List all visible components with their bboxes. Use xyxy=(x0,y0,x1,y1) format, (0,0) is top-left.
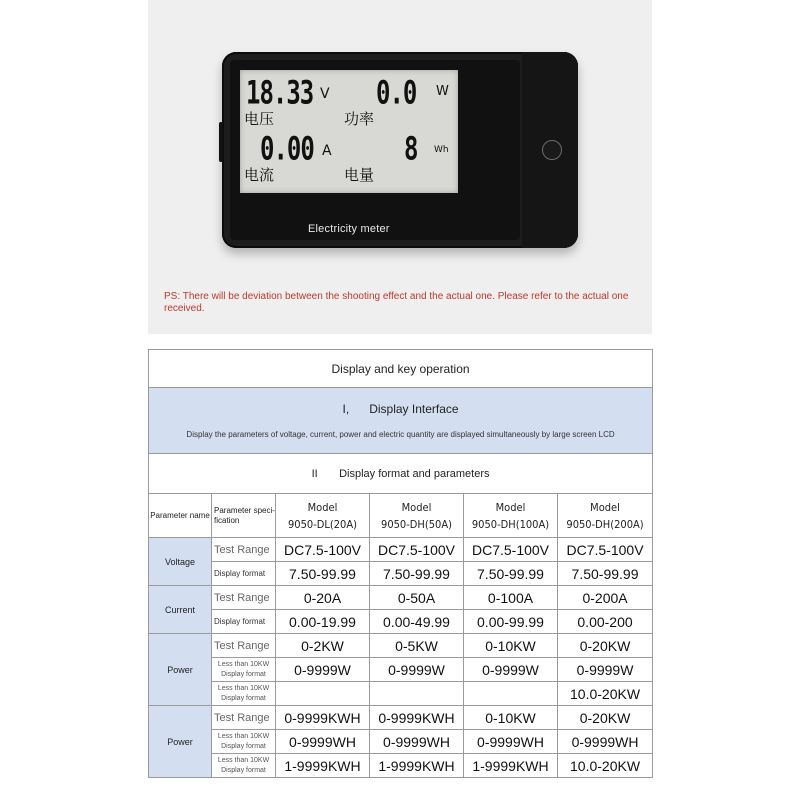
device-brand-label: Electricity meter xyxy=(308,223,390,235)
row-label: Test Range xyxy=(212,706,276,730)
current-value: 0.00 xyxy=(260,130,314,168)
table-cell: 0-9999WH xyxy=(370,730,464,754)
table-cell: 7.50-99.99 xyxy=(276,562,370,586)
table-cell: 0.00-99.99 xyxy=(464,610,558,634)
table-row xyxy=(149,634,653,658)
ps-note: PS: There will be deviation between the shooting effect and the actual one. Please refer to the actual one received. xyxy=(164,291,629,314)
electricity-meter-device xyxy=(222,52,578,248)
table-title: Display and key operation xyxy=(149,350,653,388)
current-unit: A xyxy=(322,143,332,159)
energy-label: 电量 xyxy=(344,166,375,184)
table-cell: 0-20KW xyxy=(558,706,653,730)
table-cell: 10.0-20KW xyxy=(558,682,653,706)
table-cell xyxy=(464,682,558,706)
header-model-1: Model 9050-DL(20A) xyxy=(276,494,370,538)
row-label: Display format xyxy=(212,562,276,586)
table-cell: 0-5KW xyxy=(370,634,464,658)
table-cell: 7.50-99.99 xyxy=(464,562,558,586)
lcd-screen xyxy=(240,70,458,193)
voltage-unit: V xyxy=(320,86,330,102)
header-parameter-name: Parameter name xyxy=(149,494,212,538)
table-cell: 1-9999KWH xyxy=(464,754,558,778)
table-cell: 0-100A xyxy=(464,586,558,610)
row-label: Less than 10KW Display format xyxy=(212,754,276,778)
table-row xyxy=(149,706,653,730)
row-label: Test Range xyxy=(212,538,276,562)
table-row xyxy=(149,682,653,706)
table-row xyxy=(149,538,653,562)
section1-title: Display Interface xyxy=(369,402,459,416)
product-photo xyxy=(148,0,652,334)
row-label: Less than 10KW Display format xyxy=(212,682,276,706)
energy-value: 8 xyxy=(404,130,418,168)
table-cell: 0-10KW xyxy=(464,706,558,730)
power-value: 0.0 xyxy=(376,74,417,112)
table-cell: 0-2KW xyxy=(276,634,370,658)
section2-number: II xyxy=(311,467,318,480)
row-label: Test Range xyxy=(212,634,276,658)
table-cell: 7.50-99.99 xyxy=(558,562,653,586)
section-display-format xyxy=(149,454,653,494)
table-row xyxy=(149,754,653,778)
table-cell: 0-9999W xyxy=(558,658,653,682)
spec-table xyxy=(148,349,653,778)
section1-number: I, xyxy=(342,402,350,416)
section-display-interface xyxy=(149,388,653,454)
table-cell: 0.00-200 xyxy=(558,610,653,634)
table-cell: 0-10KW xyxy=(464,634,558,658)
power-unit: W xyxy=(436,84,449,99)
section1-description: Display the parameters of voltage, current, power and electric quantity are displayed simultaneously by large screen LCD xyxy=(186,430,615,439)
row-label: Less than 10KW Display format xyxy=(212,658,276,682)
lcd-frame xyxy=(230,60,520,240)
table-cell: DC7.5-100V xyxy=(464,538,558,562)
group-power: Power xyxy=(149,634,212,706)
side-tab xyxy=(219,122,223,162)
table-row xyxy=(149,586,653,610)
table-cell: 0.00-19.99 xyxy=(276,610,370,634)
voltage-label: 电压 xyxy=(244,110,275,128)
table-cell: 0-9999WH xyxy=(558,730,653,754)
table-cell: 0-9999W xyxy=(370,658,464,682)
table-cell xyxy=(370,682,464,706)
group-voltage: Voltage xyxy=(149,538,212,586)
table-cell: 0-9999W xyxy=(464,658,558,682)
row-label: Less than 10KW Display format xyxy=(212,730,276,754)
table-row xyxy=(149,658,653,682)
device-key-button[interactable] xyxy=(542,140,562,160)
header-model-3: Model 9050-DH(100A) xyxy=(464,494,558,538)
header-model-2: Model 9050-DH(50A) xyxy=(370,494,464,538)
table-cell: 0-9999KWH xyxy=(276,706,370,730)
table-cell: 0.00-49.99 xyxy=(370,610,464,634)
current-label: 电流 xyxy=(244,166,275,184)
table-row xyxy=(149,610,653,634)
table-cell: 1-9999KWH xyxy=(370,754,464,778)
table-cell xyxy=(276,682,370,706)
table-cell: 0-9999WH xyxy=(464,730,558,754)
row-label: Display format xyxy=(212,610,276,634)
voltage-value: 18.33 xyxy=(246,74,314,112)
table-cell: 0-20KW xyxy=(558,634,653,658)
table-cell: 0-200A xyxy=(558,586,653,610)
table-cell: 0-9999WH xyxy=(276,730,370,754)
table-cell: DC7.5-100V xyxy=(370,538,464,562)
table-row xyxy=(149,562,653,586)
section2-title: Display format and parameters xyxy=(339,467,490,480)
table-cell: 0-50A xyxy=(370,586,464,610)
row-label: Test Range xyxy=(212,586,276,610)
table-cell: 1-9999KWH xyxy=(276,754,370,778)
energy-unit: Wh xyxy=(434,145,449,155)
group-current: Current xyxy=(149,586,212,634)
table-cell: 0-20A xyxy=(276,586,370,610)
table-row xyxy=(149,730,653,754)
table-cell: 10.0-20KW xyxy=(558,754,653,778)
table-cell: 7.50-99.99 xyxy=(370,562,464,586)
power-label: 功率 xyxy=(344,110,375,128)
header-model-4: Model 9050-DH(200A) xyxy=(558,494,653,538)
table-cell: 0-9999W xyxy=(276,658,370,682)
table-cell: DC7.5-100V xyxy=(276,538,370,562)
header-parameter-spec: Parameter speci-fication xyxy=(212,494,276,538)
table-cell: 0-9999KWH xyxy=(370,706,464,730)
group-energy: Power xyxy=(149,706,212,778)
table-cell: DC7.5-100V xyxy=(558,538,653,562)
